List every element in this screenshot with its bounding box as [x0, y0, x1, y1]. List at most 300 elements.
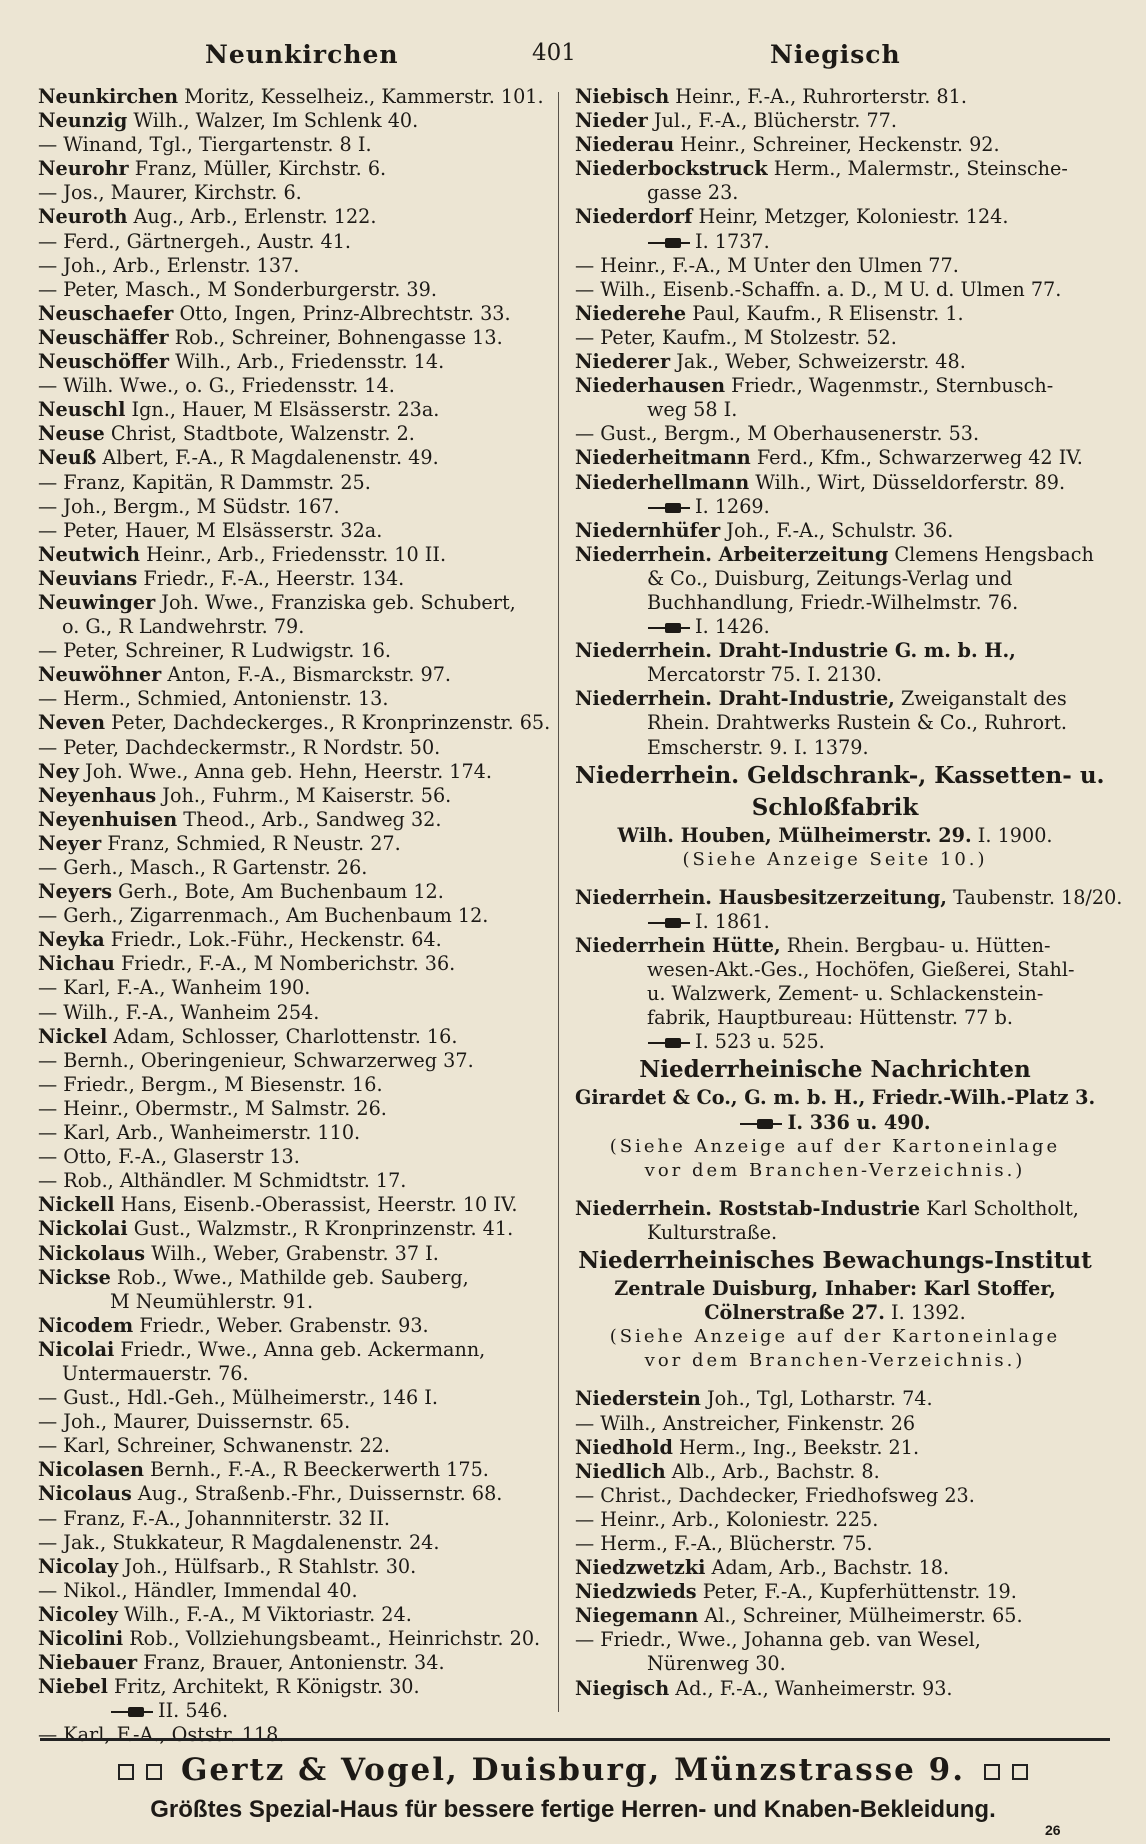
- entry-details: — Gerh., Masch., R Gartenstr. 26.: [38, 856, 368, 879]
- entry-surname: Cölnerstraße 27.: [704, 1301, 885, 1325]
- directory-entry: [575, 687, 1095, 711]
- directory-entry: [575, 824, 1095, 848]
- entry-details: — Herm., F.-A., Blücherstr. 75.: [575, 1531, 873, 1555]
- entry-details: Joh., Fuhrm., M Kaiserstr. 56.: [156, 783, 452, 807]
- entry-details: Paul, Kaufm., R Elisenstr. 1.: [686, 301, 964, 325]
- directory-entry: [575, 1373, 1095, 1387]
- entry-details: M Neumühlerstr. 91.: [110, 1289, 314, 1313]
- directory-entry: [575, 422, 1095, 446]
- directory-entry: [575, 398, 1095, 422]
- entry-surname: Nicolai: [38, 1337, 115, 1361]
- directory-entry: [575, 792, 1095, 824]
- telephone-icon: [647, 916, 691, 930]
- directory-entry: [575, 230, 1095, 254]
- directory-entry: [38, 1579, 558, 1603]
- entry-details: Joh., F.-A., Schulstr. 36.: [720, 518, 954, 542]
- entry-surname: Nicolasen: [38, 1458, 144, 1482]
- entry-details: — Heinr., Obermstr., M Salmstr. 26.: [38, 1096, 387, 1120]
- directory-entry: [38, 1049, 558, 1073]
- directory-entry: [575, 1030, 1095, 1054]
- directory-entry: [575, 1604, 1095, 1628]
- entry-surname: Neunzig: [38, 109, 128, 133]
- entry-details: Heinr., F.-A., Ruhrorterstr. 81.: [669, 85, 967, 108]
- directory-column-right: [575, 85, 1123, 1701]
- directory-entry: [38, 1338, 558, 1362]
- entry-surname: Niederrhein. Roststab-Industrie: [575, 1196, 921, 1220]
- directory-entry: [575, 1197, 1095, 1221]
- entry-details: Gerh., Bote, Am Buchenbaum 12.: [112, 880, 444, 904]
- entry-details: — Bernh., Oberingenieur, Schwarzerweg 37.: [38, 1048, 474, 1072]
- sheet-number: 26: [1045, 1822, 1061, 1838]
- entry-surname: Ney: [38, 759, 79, 783]
- directory-entry: [38, 760, 558, 784]
- entry-surname: Nichau: [38, 952, 115, 976]
- directory-entry: [575, 1484, 1095, 1508]
- directory-entry: [38, 1242, 558, 1266]
- entry-details: Kulturstraße.: [647, 1220, 778, 1244]
- directory-entry: [575, 109, 1095, 133]
- entry-details: Wilh., F.-A., M Viktoriastr. 24.: [117, 1602, 412, 1626]
- directory-entry: [38, 543, 558, 567]
- entry-surname: Niederer: [575, 350, 671, 374]
- directory-entry: [575, 760, 1105, 792]
- directory-entry: [38, 1001, 558, 1025]
- telephone-icon: [739, 1117, 783, 1131]
- entry-details: I. 1392.: [884, 1301, 966, 1325]
- directory-entry: [38, 205, 558, 229]
- telephone-icon: [647, 501, 691, 515]
- directory-entry: [38, 109, 558, 133]
- entry-surname: Niederrhein. Draht-Industrie,: [575, 687, 895, 711]
- directory-entry: [575, 302, 1095, 326]
- entry-surname: Girardet & Co., G. m. b. H., Friedr.-Wilh.-Platz 3.: [575, 1086, 1096, 1110]
- directory-entry: [38, 1145, 558, 1169]
- entry-details: (Siehe Anzeige Seite 10.): [682, 848, 988, 870]
- directory-entry: [575, 326, 1095, 350]
- directory-entry: [38, 1386, 558, 1410]
- entry-details: Albert, F.-A., R Magdalenenstr. 49.: [96, 446, 439, 470]
- entry-surname: Neuß: [38, 446, 97, 470]
- entry-details: Bernh., F.-A., R Beeckerwerth 175.: [144, 1458, 489, 1482]
- page-header: [0, 36, 1146, 76]
- directory-entry: [38, 422, 558, 446]
- directory-entry: [575, 181, 1095, 205]
- entry-details: vor dem Branchen-Verzeichnis.): [644, 1159, 1026, 1181]
- directory-entry: [575, 934, 1095, 958]
- directory-entry: [575, 567, 1095, 591]
- directory-entry: [575, 1159, 1095, 1183]
- directory-entry: [575, 471, 1095, 495]
- entry-details: — Jak., Stukkateur, R Magdalenenstr. 24.: [38, 1530, 440, 1554]
- entry-details: I. 1861.: [695, 909, 770, 933]
- entry-details: Zweiganstalt des: [894, 687, 1067, 711]
- entry-details: Nürenweg 30.: [647, 1652, 786, 1676]
- running-head-right: Niegisch: [770, 40, 901, 69]
- directory-entry: [38, 133, 558, 157]
- entry-details: Karl Scholtholt,: [920, 1196, 1079, 1220]
- telephone-icon: [110, 1705, 154, 1719]
- entry-details: fabrik, Hauptbureau: Hüttenstr. 77 b.: [647, 1006, 1013, 1030]
- entry-details: Ferd., Kfm., Schwarzerweg 42 IV.: [750, 446, 1083, 470]
- entry-surname: Neuse: [38, 422, 105, 446]
- entry-details: — Wilh., Anstreicher, Finkenstr. 26: [575, 1411, 916, 1435]
- directory-entry: [38, 952, 558, 976]
- directory-entry: [575, 495, 1095, 519]
- directory-entry: [38, 711, 558, 735]
- directory-entry: [38, 495, 558, 519]
- square-ornament-icon: [1012, 1764, 1028, 1780]
- directory-entry: [575, 1652, 1095, 1676]
- entry-details: — Wilh., Eisenb.-Schaffn. a. D., M U. d. Ulmen 77.: [575, 277, 1062, 301]
- directory-entry: [575, 205, 1095, 229]
- directory-entry: [38, 1169, 558, 1193]
- entry-surname: Niederstein: [575, 1387, 701, 1411]
- entry-details: — Gerh., Zigarrenmach., Am Buchenbaum 12.: [38, 904, 489, 928]
- directory-entry: [38, 1555, 558, 1579]
- entry-details: weg 58 I.: [647, 398, 738, 422]
- square-ornament-icon: [146, 1764, 162, 1780]
- entry-details: — Winand, Tgl., Tiergartenstr. 8 I.: [38, 133, 372, 157]
- entry-details: Wilh., Weber, Grabenstr. 37 I.: [145, 1241, 439, 1265]
- directory-entry: [575, 1677, 1095, 1701]
- entry-details: Franz, Müller, Kirchstr. 6.: [128, 157, 387, 181]
- entry-surname: Niedernhüfer: [575, 518, 721, 542]
- directory-entry: [38, 1627, 558, 1651]
- entry-surname: Neuschöffer: [38, 350, 169, 374]
- directory-entry: [575, 1628, 1095, 1652]
- directory-entry: [38, 398, 558, 422]
- directory-entry: [38, 880, 558, 904]
- entry-surname: Neuroth: [38, 205, 128, 229]
- entry-details: — Karl, F.-A., Wanheim 190.: [38, 976, 311, 1000]
- entry-surname: Zentrale Duisburg, Inhaber: Karl Stoffer,: [614, 1277, 1056, 1301]
- entry-details: Buchhandlung, Friedr.-Wilhelmstr. 76.: [647, 590, 1019, 614]
- entry-details: Otto, Ingen, Prinz-Albrechtstr. 33.: [173, 301, 511, 325]
- entry-surname: Niedlich: [575, 1459, 666, 1483]
- entry-surname: Niederrhein. Arbeiterzeitung: [575, 542, 889, 566]
- entry-surname: Neuschaefer: [38, 301, 174, 325]
- entry-details: Alb., Arb., Bachstr. 8.: [665, 1459, 880, 1483]
- directory-entry: [38, 1290, 558, 1314]
- directory-entry: [575, 1460, 1095, 1484]
- directory-entry: [575, 1325, 1095, 1349]
- directory-entry: [38, 254, 558, 278]
- directory-entry: [38, 1266, 558, 1290]
- entry-details: Adam, Schlosser, Charlottenstr. 16.: [107, 1024, 458, 1048]
- directory-entry: [575, 1183, 1095, 1197]
- entry-details: Ign., Hauer, M Elsässerstr. 23a.: [125, 398, 440, 422]
- entry-surname: Niederbockstruck: [575, 157, 768, 181]
- directory-entry: [575, 872, 1095, 886]
- directory-entry: [38, 639, 558, 663]
- directory-entry: [575, 543, 1095, 567]
- entry-details: Mercatorstr 75. I. 2130.: [647, 663, 882, 687]
- entry-details: I. 1269.: [695, 494, 770, 518]
- directory-entry: [38, 1699, 558, 1723]
- directory-entry: [38, 302, 558, 326]
- ad-company: Gertz & Vogel, Duisburg, Münzstrasse 9.: [180, 1752, 966, 1788]
- entry-details: — Peter, Hauer, M Elsässerstr. 32a.: [38, 518, 383, 542]
- directory-entry: [575, 1412, 1095, 1436]
- directory-entry: [38, 832, 558, 856]
- entry-details: Friedr., Wagenmstr., Sternbusch-: [725, 374, 1054, 398]
- entry-surname: Neuschl: [38, 398, 126, 422]
- entry-surname: Niedzwieds: [575, 1580, 697, 1604]
- directory-entry: [575, 736, 1095, 760]
- entry-surname: Nieder: [575, 109, 648, 133]
- entry-details: Herm., Malermstr., Steinsche-: [767, 157, 1068, 181]
- entry-surname: Neyer: [38, 831, 102, 855]
- entry-details: o. G., R Landwehrstr. 79.: [62, 615, 305, 639]
- directory-entry: [575, 1111, 1095, 1135]
- directory-entry: [575, 958, 1095, 982]
- entry-details: (Siehe Anzeige auf der Kartoneinlage: [609, 1135, 1061, 1157]
- directory-entry: [38, 928, 558, 952]
- entry-surname: Niebel: [38, 1675, 108, 1699]
- directory-entry: [575, 848, 1095, 872]
- directory-entry: [575, 350, 1095, 374]
- entry-surname: Neven: [38, 711, 106, 735]
- directory-entry: [38, 591, 558, 615]
- entry-details: Rhein. Bergbau- u. Hütten-: [780, 934, 1051, 957]
- directory-entry: [38, 784, 558, 808]
- directory-entry: [575, 374, 1095, 398]
- directory-entry: [38, 1531, 558, 1555]
- entry-details: — Rob., Althändler. M Schmidtstr. 17.: [38, 1169, 407, 1193]
- entry-details: wesen-Akt.-Ges., Hochöfen, Gießerei, Stahl-: [647, 958, 1075, 982]
- entry-details: Franz, Schmied, R Neustr. 27.: [101, 831, 401, 855]
- directory-entry: [38, 519, 558, 543]
- entry-surname: Niebauer: [38, 1651, 138, 1675]
- entry-details: Rob., Schreiner, Bohnengasse 13.: [168, 325, 503, 349]
- entry-details: — Wilh. Wwe., o. G., Friedensstr. 14.: [38, 374, 395, 398]
- entry-details: Franz, Brauer, Antonienstr. 34.: [137, 1651, 445, 1675]
- directory-entry: [38, 904, 558, 928]
- directory-entry: [575, 885, 1123, 910]
- directory-entry: [38, 1507, 558, 1531]
- entry-surname: Niegisch: [575, 1676, 670, 1700]
- entry-details: — Peter, Schreiner, R Ludwigstr. 16.: [38, 639, 392, 663]
- entry-details: Niederrhein. Geldschrank-, Kassetten- u.: [575, 761, 1105, 789]
- entry-surname: Neyenhuisen: [38, 807, 178, 831]
- advertisement-line-1: [0, 1752, 1146, 1788]
- column-divider: [558, 92, 559, 1712]
- entry-details: Jak., Weber, Schweizerstr. 48.: [670, 350, 966, 374]
- entry-details: Gust., Walzmstr., R Kronprinzenstr. 41.: [127, 1217, 514, 1241]
- entry-surname: Nickell: [38, 1193, 115, 1217]
- entry-details: Joh., Hülfsarb., R Stahlstr. 30.: [118, 1554, 417, 1578]
- entry-details: Emscherstr. 9. I. 1379.: [647, 735, 869, 759]
- entry-surname: Neurohr: [38, 157, 129, 181]
- entry-details: Friedr., Lok.-Führ., Heckenstr. 64.: [104, 928, 442, 952]
- entry-details: Friedr., F.-A., M Nomberichstr. 36.: [114, 952, 456, 976]
- directory-column-left: [38, 85, 558, 1747]
- entry-details: — Gust., Hdl.-Geh., Mülheimerstr., 146 I.: [38, 1386, 438, 1410]
- square-ornament-icon: [984, 1764, 1000, 1780]
- directory-entry: [575, 254, 1095, 278]
- entry-details: Untermauerstr. 76.: [62, 1361, 249, 1385]
- entry-details: & Co., Duisburg, Zeitungs-Verlag und: [647, 566, 1013, 590]
- telephone-icon: [647, 621, 691, 635]
- entry-details: — Wilh., F.-A., Wanheim 254.: [38, 1000, 320, 1024]
- entry-surname: Neyers: [38, 880, 113, 904]
- entry-details: Herm., Ing., Beekstr. 21.: [672, 1435, 920, 1459]
- telephone-icon: [647, 1036, 691, 1050]
- entry-surname: Niedzwetzki: [575, 1556, 706, 1580]
- entry-surname: Neuvians: [38, 566, 138, 590]
- entry-details: Niederrheinische Nachrichten: [639, 1056, 1031, 1084]
- directory-entry: [38, 278, 558, 302]
- entry-details: Clemens Hengsbach: [888, 542, 1094, 566]
- directory-entry: [38, 471, 558, 495]
- entry-surname: Neutwich: [38, 542, 140, 566]
- directory-entry: [575, 910, 1095, 934]
- entry-surname: Niederhausen: [575, 374, 726, 398]
- entry-surname: Neuwinger: [38, 590, 156, 614]
- directory-entry: [575, 1245, 1095, 1277]
- directory-entry: [38, 1603, 558, 1627]
- entry-details: Aug., Straßenb.-Fhr., Duissernstr. 68.: [131, 1482, 503, 1506]
- entry-details: Taubenstr. 18/20.: [947, 885, 1123, 909]
- entry-details: — Friedr., Wwe., Johanna geb. van Wesel,: [575, 1628, 981, 1652]
- entry-surname: Niederehe: [575, 301, 687, 325]
- directory-entry: [38, 1410, 558, 1434]
- directory-entry: [575, 711, 1095, 735]
- directory-entry: [38, 1314, 558, 1338]
- directory-entry: [575, 133, 1095, 157]
- directory-entry: [575, 639, 1095, 663]
- directory-entry: [38, 736, 558, 760]
- entry-details: I. 1737.: [695, 229, 770, 253]
- directory-entry: [38, 446, 558, 470]
- footer-rule: [40, 1738, 1110, 1741]
- entry-surname: Wilh. Houben, Mülheimerstr. 29.: [617, 823, 972, 847]
- entry-details: — Friedr., Bergm., M Biesenstr. 16.: [38, 1072, 383, 1096]
- entry-surname: I. 336 u. 490.: [787, 1110, 931, 1134]
- entry-details: — Herm., Schmied, Antonienstr. 13.: [38, 687, 389, 711]
- entry-details: Anton, F.-A., Bismarckstr. 97.: [161, 663, 452, 687]
- directory-entry: [38, 181, 558, 205]
- directory-entry: [575, 85, 1095, 109]
- entry-details: — Karl, Arb., Wanheimerstr. 110.: [38, 1121, 361, 1145]
- telephone-icon: [647, 236, 691, 250]
- entry-details: — Otto, F.-A., Glaserstr 13.: [38, 1145, 300, 1169]
- directory-entry: [38, 1193, 558, 1217]
- directory-entry: [38, 374, 558, 398]
- entry-details: I. 523 u. 525.: [695, 1030, 825, 1054]
- entry-details: — Karl, F.-A., Oststr. 118.: [38, 1723, 285, 1747]
- entry-details: — Peter, Dachdeckermstr., R Nordstr. 50.: [38, 735, 441, 759]
- entry-details: Hans, Eisenb.-Oberassist, Heerstr. 10 IV.: [114, 1193, 518, 1217]
- directory-entry: [38, 1458, 558, 1482]
- directory-entry: [38, 1097, 558, 1121]
- directory-entry: [38, 1121, 558, 1145]
- entry-details: — Christ., Dachdecker, Friedhofsweg 23.: [575, 1483, 975, 1507]
- entry-surname: Nickolai: [38, 1217, 128, 1241]
- entry-surname: Niederheitmann: [575, 446, 751, 470]
- entry-details: Heinr., Schreiner, Heckenstr. 92.: [674, 133, 1000, 157]
- directory-entry: [575, 1277, 1095, 1301]
- directory-entry: [38, 85, 558, 109]
- entry-details: — Franz, Kapitän, R Dammstr. 25.: [38, 470, 371, 494]
- entry-surname: Neunkirchen: [38, 85, 179, 108]
- directory-entry: [38, 663, 558, 687]
- entry-details: — Ferd., Gärtnergeh., Austr. 41.: [38, 229, 352, 253]
- directory-entry: [38, 687, 558, 711]
- entry-details: Friedr., Wwe., Anna geb. Ackermann,: [114, 1337, 486, 1361]
- directory-entry: [575, 982, 1095, 1006]
- page-number: 401: [532, 40, 576, 66]
- directory-entry: [38, 1651, 558, 1675]
- entry-details: Al., Schreiner, Mülheimerstr. 65.: [698, 1604, 1023, 1628]
- directory-entry: [38, 808, 558, 832]
- directory-entry: [575, 663, 1095, 687]
- entry-surname: Nicoley: [38, 1602, 118, 1626]
- entry-surname: Nickolaus: [38, 1241, 146, 1265]
- directory-entry: [38, 157, 558, 181]
- entry-details: Peter, Dachdeckerges., R Kronprinzenstr. 65.: [105, 711, 551, 735]
- directory-entry: [575, 1556, 1095, 1580]
- entry-details: u. Walzwerk, Zement- u. Schlackenstein-: [647, 982, 1044, 1006]
- entry-surname: Nicolaus: [38, 1482, 132, 1506]
- entry-details: Friedr., F.-A., Heerstr. 134.: [137, 566, 405, 590]
- entry-details: Friedr., Weber. Grabenstr. 93.: [133, 1313, 429, 1337]
- directory-entry: [38, 1434, 558, 1458]
- entry-details: Fritz, Architekt, R Königstr. 30.: [107, 1675, 420, 1699]
- directory-entry: [575, 1135, 1095, 1159]
- entry-surname: Nicodem: [38, 1313, 134, 1337]
- directory-entry: [38, 856, 558, 880]
- entry-details: — Jos., Maurer, Kirchstr. 6.: [38, 181, 302, 205]
- directory-entry: [38, 567, 558, 591]
- directory-entry: [38, 350, 558, 374]
- entry-details: Rob., Vollziehungsbeamt., Heinrichstr. 20.: [123, 1627, 541, 1650]
- entry-details: Heinr, Metzger, Koloniestr. 124.: [692, 205, 1009, 229]
- directory-entry: [575, 1508, 1095, 1532]
- directory-entry: [38, 1073, 558, 1097]
- entry-details: Peter, F.-A., Kupferhüttenstr. 19.: [696, 1580, 1017, 1604]
- entry-details: — Joh., Maurer, Duissernstr. 65.: [38, 1410, 351, 1434]
- entry-details: I. 1900.: [971, 823, 1053, 847]
- entry-details: Theod., Arb., Sandweg 32.: [177, 807, 442, 831]
- directory-entry: [575, 1532, 1095, 1556]
- directory-entry: [575, 1301, 1095, 1325]
- entry-details: Rob., Wwe., Mathilde geb. Sauberg,: [110, 1265, 469, 1289]
- directory-entry: [38, 1675, 558, 1699]
- entry-details: — Peter, Masch., M Sonderburgerstr. 39.: [38, 277, 437, 301]
- entry-details: vor dem Branchen-Verzeichnis.): [644, 1350, 1026, 1372]
- directory-entry: [575, 1387, 1095, 1411]
- entry-details: — Franz, F.-A., Johannniterstr. 32 II.: [38, 1506, 391, 1530]
- entry-details: (Siehe Anzeige auf der Kartoneinlage: [609, 1326, 1061, 1348]
- entry-details: Wilh., Wirt, Düsseldorferstr. 89.: [749, 470, 1066, 494]
- directory-entry: [575, 1436, 1095, 1460]
- running-head-left: Neunkirchen: [205, 40, 399, 69]
- directory-entry: [38, 1362, 558, 1386]
- entry-surname: Nickel: [38, 1024, 108, 1048]
- entry-details: gasse 23.: [647, 181, 739, 205]
- entry-details: Adam, Arb., Bachstr. 18.: [705, 1556, 950, 1580]
- entry-surname: Niederhellmann: [575, 470, 750, 494]
- directory-entry: [38, 1025, 558, 1049]
- entry-surname: Nicolini: [38, 1627, 124, 1650]
- entry-details: — Nikol., Händler, Immendal 40.: [38, 1578, 358, 1602]
- entry-surname: Niederrhein Hütte,: [575, 934, 781, 957]
- entry-details: — Peter, Kaufm., M Stolzestr. 52.: [575, 325, 897, 349]
- entry-surname: Nicolay: [38, 1554, 119, 1578]
- entry-details: II. 546.: [158, 1699, 229, 1723]
- square-ornament-icon: [118, 1764, 134, 1780]
